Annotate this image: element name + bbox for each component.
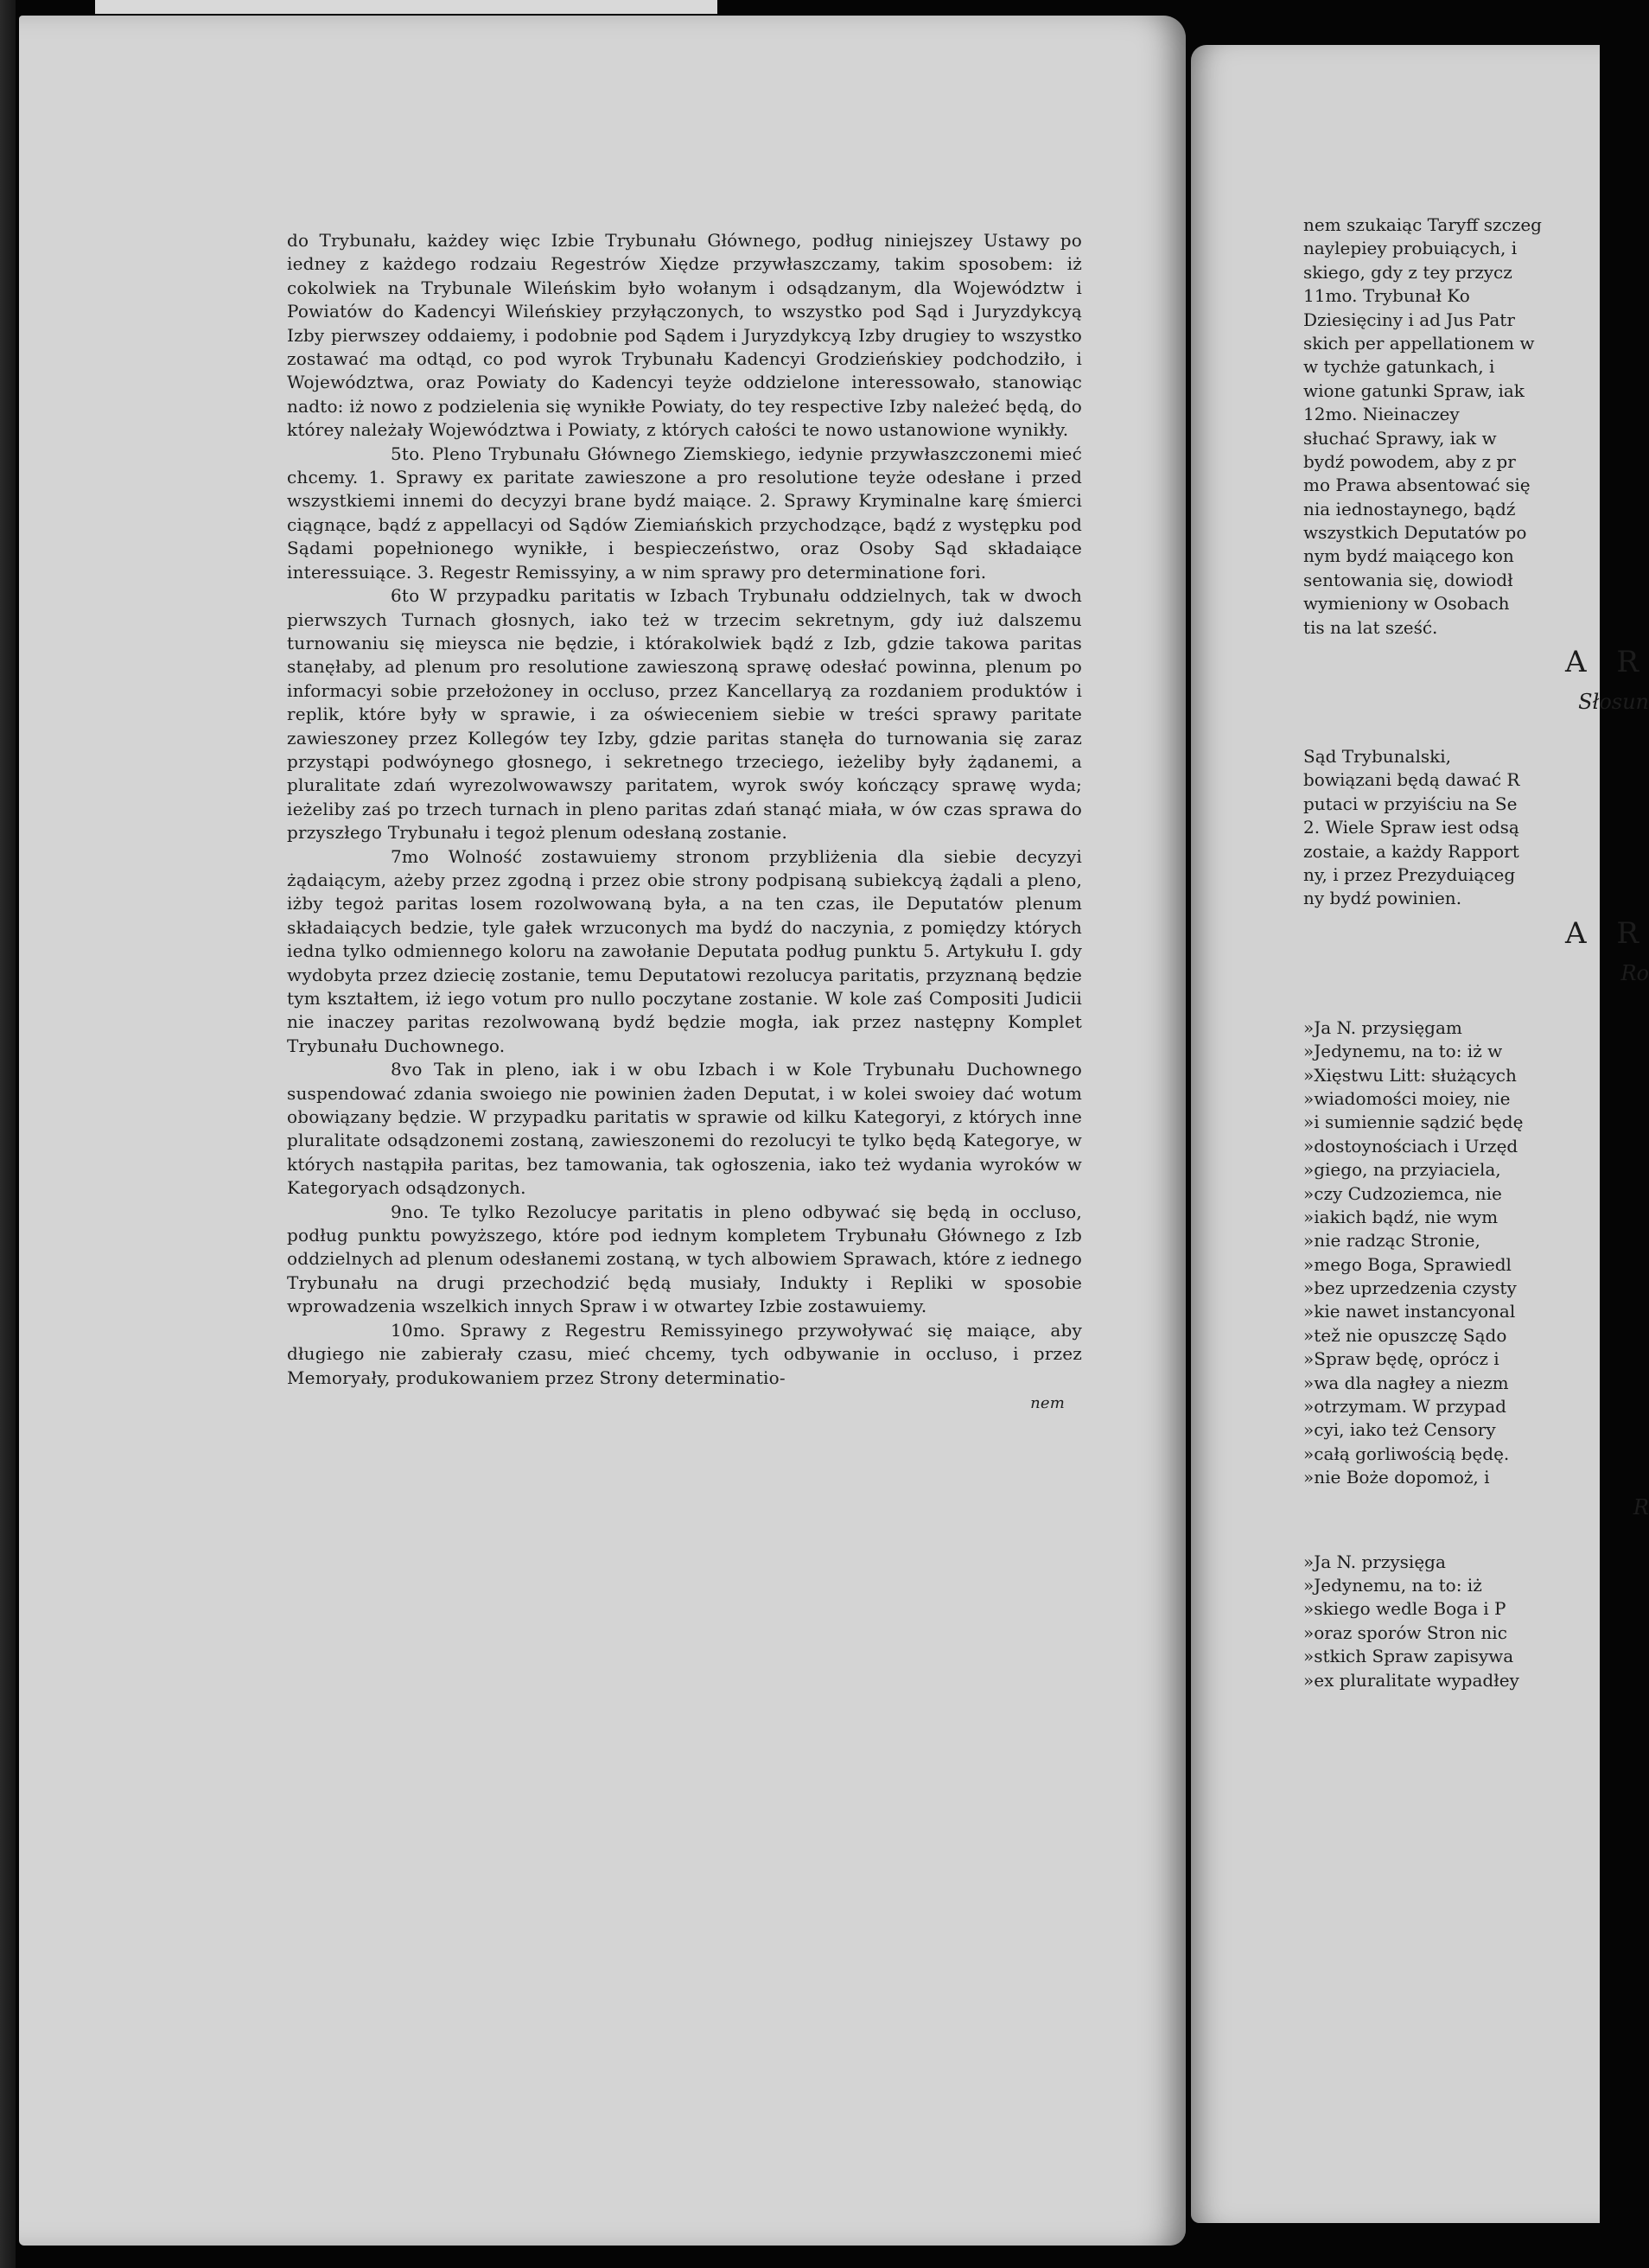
text-line: mo Prawa absentować się xyxy=(1303,475,1531,496)
text-line: 12mo. Nieinaczey xyxy=(1303,404,1460,425)
text-line: »czy Cudzoziemca, nie xyxy=(1303,1182,1502,1204)
text-line: »Spraw będę, oprócz i xyxy=(1303,1348,1499,1370)
right-page xyxy=(1191,45,1649,2223)
text-line: »i sumiennie sądzić będę xyxy=(1303,1112,1524,1133)
text-line: tis na lat sześć. xyxy=(1303,616,1438,638)
text-line: nym bydź maiącego kon xyxy=(1303,545,1514,567)
text-line: »całą gorliwością będę. xyxy=(1303,1443,1510,1464)
text-line: 2. Wiele Spraw iest odsą xyxy=(1303,817,1519,838)
paragraph: 6to W przypadku paritatis w Izbach Trybunału oddzielnych, tak w dwoch pierwszych Turnach głosnych, iako też w trzecim sekretnym, gdy iuż dalszemu turnowaniu się mieysca nie będzie, i którakolwiek bądź z Izb, gdzie takowa paritas stanęłaby, ad plenum pro resolutione zawieszoną sprawę odesłać powinna, plenum po informacyi sobie przełożoney in occluso, przez Kancellaryą za rozdaniem produktów i replik, które były w sprawie, i za oświeceniem siebie w treści sprawy paritate zawieszoney przez Kollegów tey Izby, gdzie paritas stanęła do turnowania się zaraz przystąpi podwóynego głosnego, i sekretnego trzeciego, ieżeliby były żądanemi, a pluralitate zdań wyrezolwowawszy paritatem, wyrok swóy kończący sprawę wyda; ieżeliby zaś po trzech turnach in pleno paritas zdań stanąć miała, w ów czas sprawa do przyszłego Trybunału i tegoż plenum odesłaną zostanie. xyxy=(287,585,1082,844)
right-page-text xyxy=(1303,213,1649,1692)
text-line: sentowania się, dowiodł xyxy=(1303,569,1513,590)
text-line: »Ja N. przysięga xyxy=(1303,1551,1446,1572)
text-line: w tychże gatunkach, i xyxy=(1303,356,1495,378)
text-line: »skiego wedle Boga i P xyxy=(1303,1598,1506,1620)
text-line: ny, i przez Prezyduiąceg xyxy=(1303,863,1516,885)
article-heading: A R xyxy=(1565,915,1649,951)
top-paper-tab xyxy=(95,0,717,14)
text-line: »giego, na przyiaciela, xyxy=(1303,1159,1501,1181)
left-page-text xyxy=(287,229,1082,1415)
text-line: ny bydź powinien. xyxy=(1303,888,1462,909)
text-line: Dziesięciny i ad Jus Patr xyxy=(1303,309,1515,330)
text-line: zostaie, a każdy Rapport xyxy=(1303,840,1519,862)
scanner-edge xyxy=(0,0,16,2268)
text-line: wszystkich Deputatów po xyxy=(1303,522,1527,544)
text-line: 11mo. Trybunał Ko xyxy=(1303,285,1470,307)
text-line: »kie nawet instancyonal xyxy=(1303,1301,1516,1322)
text-line: wymieniony w Osobach xyxy=(1303,593,1510,615)
article-subheading: R xyxy=(1633,1494,1649,1519)
text-line: »nie Boże dopomoż, i xyxy=(1303,1467,1490,1488)
text-line: nem szukaiąc Taryff szczeg xyxy=(1303,214,1542,235)
paragraph: 8vo Tak in pleno, iak i w obu Izbach i w Kole Trybunału Duchownego suspendować zdania swoiego nie powinien żaden Deputat, i w kolei swoiey dać wotum obowiązany będzie. W przypadku paritatis w sprawie od kilku Kategoryi, z których inne pluralitate odsądzonemi zostaną, zawieszonemi do rezolucyi te tylko będą Kategorye, w których nastąpiła paritas, bez tamowania, tak ogłoszenia, iako też wydania wyroków w Kategoryach odsądzonych. xyxy=(287,1059,1082,1199)
text-line: »ex pluralitate wypadłey xyxy=(1303,1669,1519,1691)
spacer xyxy=(1303,991,1649,1016)
left-page xyxy=(19,16,1186,2246)
text-line: nia iednostaynego, bądź xyxy=(1303,498,1516,519)
text-line: słuchać Sprawy, iak w xyxy=(1303,427,1497,449)
article-subheading: Ro xyxy=(1620,960,1649,985)
catchword: nem xyxy=(1030,1393,1065,1412)
text-line: naylepiey probuiących, i xyxy=(1303,238,1518,259)
text-line: skich per appellationem w xyxy=(1303,332,1535,354)
spacer xyxy=(1303,1525,1649,1551)
text-line: »cyi, iako też Censory xyxy=(1303,1419,1496,1441)
text-line: »iakich bądź, nie wym xyxy=(1303,1206,1499,1227)
paragraph: 7mo Wolność zostawuiemy stronom przybliżenia dla siebie decyzyi żądaiącym, ażeby przez zgodną i przez obie strony podpisaną subiekcyą żądali a pleno, iżby tegoż paritas losem rozolwowaną była, a na ten czas, ile Deputatów plenum składaiących bedzie, tyle gałek wrzuconych ma bydź do naczynia, z pomiędzy których iedna tylko odmiennego koloru na zawołanie Deputata podług punktu 5. Artykułu I. gdy wydobyta przez dziecię zostanie, temu Deputatowi rezolucya paritatis, przyznaną będzie tym kształtem, iż iego votum pro nullo poczytane zostanie. W kole zaś Compositi Judicii nie inaczey paritas rezolwowaną bydź będzie mogła, iak przez następny Komplet Trybunału Duchownego. xyxy=(287,845,1082,1056)
text-line: »Jedynemu, na to: iż w xyxy=(1303,1041,1503,1062)
text-line: »Ja N. przysięgam xyxy=(1303,1016,1462,1038)
text-line: »dostoynościach i Urzęd xyxy=(1303,1135,1518,1156)
text-line: »wa dla nagłey a niezm xyxy=(1303,1372,1509,1393)
text-line: »bez uprzedzenia czysty xyxy=(1303,1277,1517,1299)
text-line: skiego, gdy z tey przycz xyxy=(1303,261,1512,283)
text-line: »nie radząc Stronie, xyxy=(1303,1230,1480,1252)
text-line: putaci w przyiściu na Se xyxy=(1303,793,1518,814)
paragraph: 9no. Te tylko Rezolucye paritatis in pleno odbywać się będą in occluso, podług punktu powyższego, które pod iednym kompletem Trybunału Głównego z Izb oddzielnych ad plenum odesłanemi zostaną, w tych albowiem Sprawach, które z iednego Trybunału na drugi przechodzić będą musiały, Indukty i Repliki w sposobie wprowadzenia wszelkich innych Spraw i w otwartey Izbie zostawuiemy. xyxy=(287,1201,1082,1317)
text-line: »otrzymam. W przypad xyxy=(1303,1396,1506,1418)
text-line: bowiązani będą dawać R xyxy=(1303,769,1520,791)
paragraph: 10mo. Sprawy z Regestru Remissyinego przywoływać się maiące, aby długiego nie zabierały czasu, mieć chcemy, tych odbywanie in occluso, i przez Memoryały, produkowaniem przez Strony determinatio- xyxy=(287,1319,1082,1388)
text-line: bydź powodem, aby z pr xyxy=(1303,450,1516,472)
text-line: »Jedynemu, na to: iż xyxy=(1303,1574,1482,1596)
article-subheading: Słosun xyxy=(1578,690,1649,715)
text-line: »stkich Spraw zapisywa xyxy=(1303,1646,1514,1667)
text-line: »mego Boga, Sprawiedl xyxy=(1303,1253,1512,1275)
paragraph: 5to. Pleno Trybunału Głównego Ziemskiego, iedynie przywłaszczonemi mieć chcemy. 1. Sprawy ex paritate zawieszone a pro resolutione teyże odesłane i przed wszystkiemi innemi do decyzyi brane bydź maiące. 2. Sprawy Kryminalne karę śmierci ciągnące, bądź z appellacyi od Sądów Ziemiańskich przychodzące, bądź z występku pod Sądami popełnionego wynikłe, i bespieczeństwo, oraz Osoby Sąd składaiące interessuiące. 3. Regestr Remissyiny, a w nim sprawy pro determinatione fori. xyxy=(287,443,1082,583)
text-line: wione gatunki Spraw, iak xyxy=(1303,379,1525,401)
article-heading: A R xyxy=(1565,645,1649,680)
spacer xyxy=(1303,719,1649,745)
text-line: »tež nie opuszczę Sądo xyxy=(1303,1324,1507,1346)
text-line: »oraz sporów Stron nic xyxy=(1303,1621,1507,1643)
text-line: »wiadomości moiey, nie xyxy=(1303,1087,1511,1109)
text-line: »Xięstwu Litt: służących xyxy=(1303,1064,1517,1086)
text-line: Sąd Trybunalski, xyxy=(1303,746,1452,768)
paragraph: do Trybunału, każdey więc Izbie Trybunału Głównego, podług niniejszey Ustawy po iedney z każdego rodzaiu Regestrów Xiędze przywłaszczamy, takim sposobem: iż cokolwiek na Trybunale Wileńskim było wołanym i odsądzanym, dla Województw i Powiatów do Kadencyi Wileńskiey przyłączonych, to wszystko pod Sąd i Juryzdykcyą Izby pierwszey oddaiemy, i podobnie pod Sądem i Juryzdykcyą Izby drugiey to wszystko zostawać ma odtąd, co pod wyrok Trybunału Kadencyi Grodzieńskiey podchodziło, i Województwa, oraz Powiaty do Kadencyi teyże oddzielone interessowało, stanowiąc nadto: iż nowo z podzielenia się wynikłe Powiaty, do tey respective Izby należeć będą, do którey należały Województwa i Powiaty, z których całości te nowo ustanowione wynikły. xyxy=(287,230,1082,441)
